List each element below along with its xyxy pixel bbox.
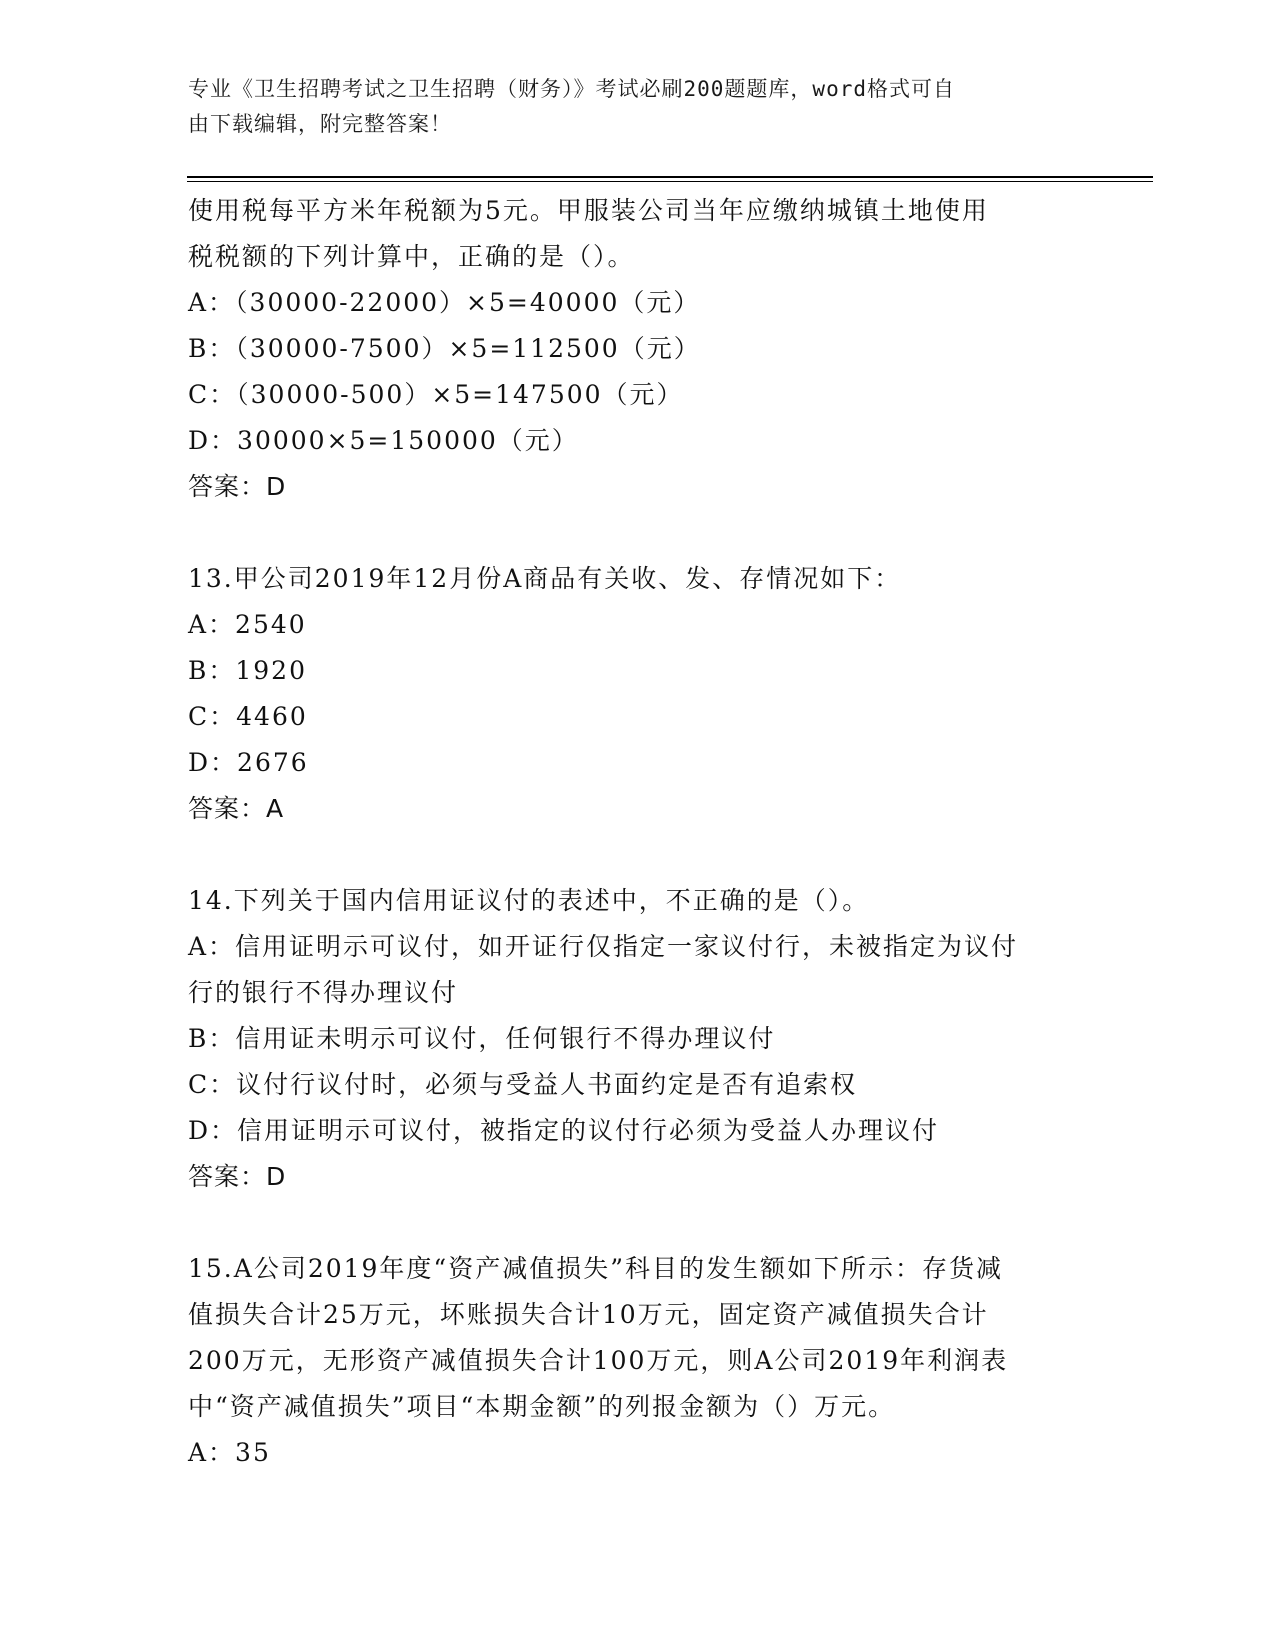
- option-b: B：（30000-7500）×5=112500（元）: [188, 334, 701, 363]
- document-header: [188, 72, 1068, 142]
- spacer: [188, 832, 1088, 878]
- header-title-line-1: 专业《卫生招聘考试之卫生招聘（财务）》考试必刷200题题库，word格式可自: [188, 77, 955, 101]
- question-stem-line: 税税额的下列计算中，正确的是（）。: [188, 242, 635, 271]
- question-stem-line: 200万元，无形资产减值损失合计100万元，则A公司2019年利润表: [188, 1346, 1009, 1375]
- option-c: C：（30000-500）×5=147500（元）: [188, 380, 684, 409]
- header-divider-thin: [187, 181, 1153, 182]
- answer-label: 答案：D: [188, 472, 287, 501]
- question-15: [188, 1246, 1088, 1476]
- option-b: B：1920: [188, 656, 307, 685]
- question-12: [188, 188, 1088, 510]
- option-d: D：信用证明示可议付，被指定的议付行必须为受益人办理议付: [188, 1116, 940, 1145]
- answer-label: 答案：D: [188, 1162, 287, 1191]
- option-d: D：30000×5=150000（元）: [188, 426, 579, 455]
- option-c: C：4460: [188, 702, 308, 731]
- document-body: [188, 188, 1088, 1476]
- header-title-line-2: 由下载编辑，附完整答案！: [188, 112, 452, 136]
- question-14: [188, 878, 1088, 1200]
- option-a: A：（30000-22000）×5=40000（元）: [188, 288, 701, 317]
- question-stem: 13.甲公司2019年12月份A商品有关收、发、存情况如下：: [188, 564, 902, 593]
- question-stem-line: 15.A公司2019年度“资产减值损失”科目的发生额如下所示：存货减: [188, 1254, 1003, 1283]
- question-stem-line: 值损失合计25万元，坏账损失合计10万元，固定资产减值损失合计: [188, 1300, 989, 1329]
- question-stem-line: 中“资产减值损失”项目“本期金额”的列报金额为（）万元。: [188, 1392, 896, 1421]
- option-b: B：信用证未明示可议付，任何银行不得办理议付: [188, 1024, 776, 1053]
- option-a: A：2540: [188, 610, 307, 639]
- option-a: A：35: [188, 1438, 271, 1467]
- question-stem-line: 使用税每平方米年税额为5元。甲服装公司当年应缴纳城镇土地使用: [188, 196, 989, 225]
- option-c: C：议付行议付时，必须与受益人书面约定是否有追索权: [188, 1070, 858, 1099]
- option-a-continued: 行的银行不得办理议付: [188, 978, 459, 1007]
- option-d: D：2676: [188, 748, 309, 777]
- question-13: [188, 556, 1088, 832]
- spacer: [188, 510, 1088, 556]
- header-divider-thick: [187, 176, 1153, 178]
- question-stem: 14.下列关于国内信用证议付的表述中，不正确的是（）。: [188, 886, 870, 915]
- answer-label: 答案：A: [188, 794, 285, 823]
- spacer: [188, 1200, 1088, 1246]
- option-a: A：信用证明示可议付，如开证行仅指定一家议付行，未被指定为议付: [188, 932, 1019, 961]
